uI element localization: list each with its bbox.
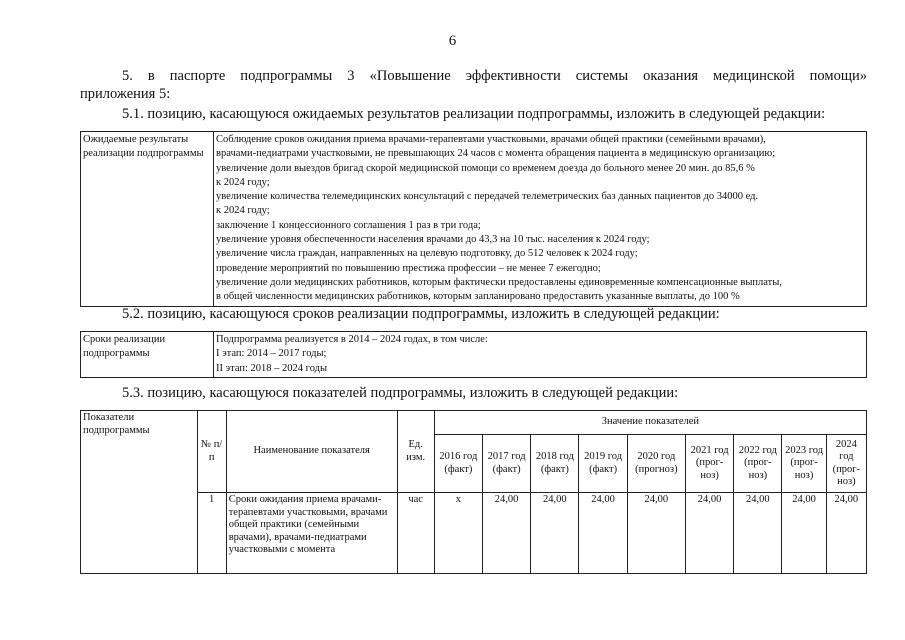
- text-line: увеличение доли медицинских работников, которым фактически предоставлены единовременные компенсационные выплаты,: [216, 276, 782, 288]
- text-line: к 2024 году;: [216, 205, 270, 217]
- text-line: II этап: 2018 – 2024 годы: [216, 362, 328, 374]
- expected-results-text: [214, 132, 867, 307]
- col-name-header: Наименование показателя: [226, 411, 397, 493]
- year-header: 2020 год (прогноз): [627, 435, 685, 493]
- indicators-table: [80, 410, 867, 574]
- row-value: 24,00: [579, 493, 627, 574]
- year-header: 2019 год (факт): [579, 435, 627, 493]
- text-line: врачами-педиатрами участковыми, не превышающих 24 часов с момента обращения пациента в медицинскую организацию;: [216, 148, 776, 160]
- text-line: Соблюдение сроков ожидания приема врачами-терапевтами участковыми, врачами общей практики (семейными врачами),: [216, 134, 766, 145]
- implementation-terms-table: [80, 331, 867, 378]
- row-value: 24,00: [531, 493, 579, 574]
- col-unit-header: Ед. изм.: [397, 411, 434, 493]
- indicators-label: Показатели подпрограммы: [81, 411, 198, 574]
- row-name: Сроки ожидания приема врачами-терапевтами участковыми, врачами общей практики (семейными врачами), врачами-педиатрами участковыми с момента: [226, 493, 397, 574]
- text-line: увеличение уровня обеспеченности населения врачами до 43,3 на 10 тыс. населения к 2024 году;: [216, 234, 650, 246]
- implementation-terms-label: Сроки реализации подпрограммы: [81, 332, 214, 378]
- expected-results-table: [80, 131, 867, 307]
- year-header: 2018 год (факт): [531, 435, 579, 493]
- intro-line-2: приложения 5:: [80, 86, 171, 102]
- section-5-1-heading: 5.1. позицию, касающуюся ожидаемых результатов реализации подпрограммы, изложить в следующей редакции:: [122, 106, 826, 122]
- row-value: 24,00: [627, 493, 685, 574]
- text-line: I этап: 2014 – 2017 годы;: [216, 348, 327, 360]
- text-line: увеличение количества телемедицинских консультаций с передачей телеметрических баз данных пациентов до 34000 ед.: [216, 191, 759, 203]
- expected-results-label: Ожидаемые результаты реализации подпрограммы: [81, 132, 214, 307]
- text-line: заключение 1 концессионного соглашения 1 раз в три года;: [216, 219, 481, 231]
- col-num-header: № п/п: [197, 411, 226, 493]
- row-value: 24,00: [782, 493, 826, 574]
- row-num: 1: [197, 493, 226, 574]
- row-value: 24,00: [734, 493, 782, 574]
- year-header: 2021 год (прог-ноз): [685, 435, 733, 493]
- section-5-2-heading: 5.2. позицию, касающуюся сроков реализации подпрограммы, изложить в следующей редакции:: [122, 306, 720, 322]
- year-header: 2024 год (прог-ноз): [826, 435, 866, 493]
- year-header: 2016 год (факт): [434, 435, 482, 493]
- page-number: 6: [448, 33, 457, 49]
- row-value: 24,00: [826, 493, 866, 574]
- text-line: Подпрограмма реализуется в 2014 – 2024 годах, в том числе:: [216, 334, 488, 345]
- col-values-header: Значение показателей: [434, 411, 866, 435]
- text-line: увеличение доли выездов бригад скорой медицинской помощи со временем доезда до больного менее 20 мин. до 85,6 %: [216, 162, 755, 174]
- year-header: 2023 год (прог-ноз): [782, 435, 826, 493]
- row-unit: час: [397, 493, 434, 574]
- year-header: 2022 год (прог-ноз): [734, 435, 782, 493]
- row-value: 24,00: [685, 493, 733, 574]
- section-5-3-heading: 5.3. позицию, касающуюся показателей подпрограммы, изложить в следующей редакции:: [122, 385, 679, 401]
- intro-line-1: 5. в паспорте подпрограммы 3 «Повышение эффективности системы оказания медицинской помощи»: [122, 68, 867, 84]
- text-line: проведение мероприятий по повышению престижа профессии – не менее 7 ежегодно;: [216, 262, 601, 274]
- row-value: х: [434, 493, 482, 574]
- text-line: к 2024 году;: [216, 176, 270, 188]
- implementation-terms-text: [214, 332, 867, 378]
- row-value: 24,00: [483, 493, 531, 574]
- text-line: увеличение числа граждан, направленных на целевую подготовку, до 512 человек к 2024 году;: [216, 248, 638, 260]
- year-header: 2017 год (факт): [483, 435, 531, 493]
- table-row: [81, 493, 867, 574]
- text-line: в общей численности медицинских работников, которым запланировано предоставить указанные выплаты, до 100 %: [216, 291, 740, 303]
